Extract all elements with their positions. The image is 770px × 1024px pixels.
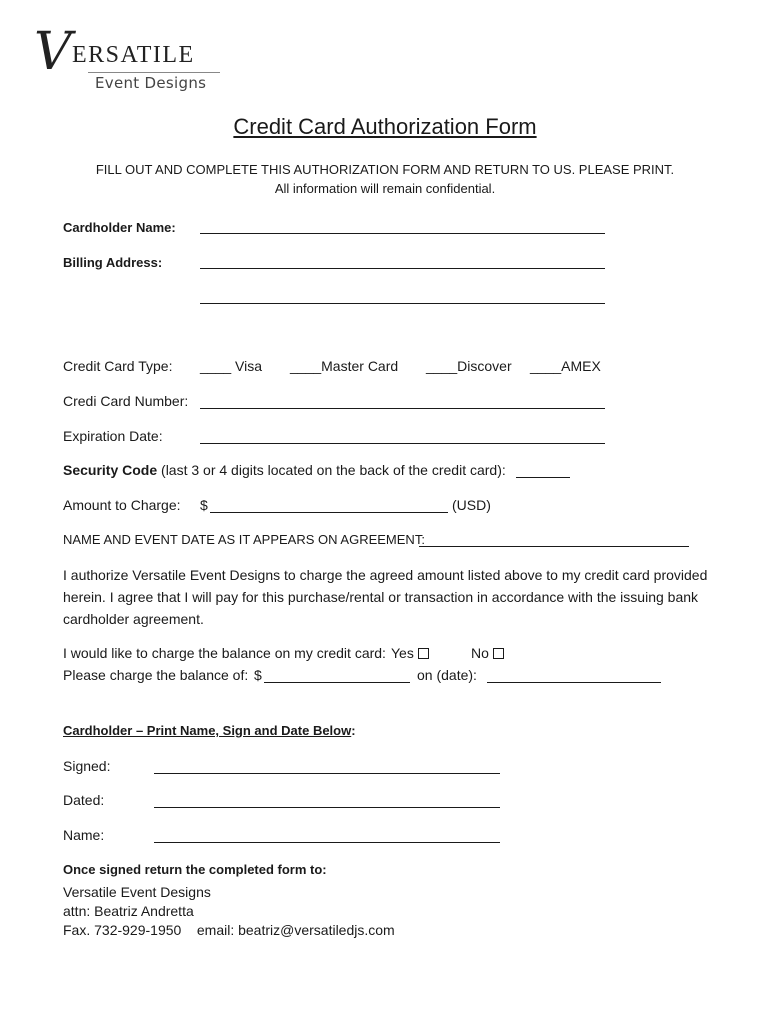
signature-heading-text: Cardholder – Print Name, Sign and Date Below bbox=[63, 723, 352, 738]
billing-address-label: Billing Address: bbox=[63, 255, 163, 270]
cardholder-name-label: Cardholder Name: bbox=[63, 220, 176, 235]
return-heading: Once signed return the completed form to: bbox=[63, 862, 327, 877]
signed-label: Signed: bbox=[63, 758, 111, 774]
signature-heading bbox=[63, 723, 356, 738]
security-code-title: Security Code bbox=[63, 462, 158, 478]
amount-label: Amount to Charge: bbox=[63, 497, 181, 513]
billing-address-field-1[interactable] bbox=[200, 268, 605, 269]
card-number-field[interactable] bbox=[200, 408, 605, 409]
return-company: Versatile Event Designs bbox=[63, 884, 211, 900]
balance-date-field[interactable] bbox=[487, 682, 661, 683]
logo-subtitle: Event Designs bbox=[95, 74, 207, 92]
security-code-note: (last 3 or 4 digits located on the back of the credit card): bbox=[157, 462, 506, 478]
cardholder-name-field[interactable] bbox=[200, 233, 605, 234]
instructions-line-1: FILL OUT AND COMPLETE THIS AUTHORIZATION FORM AND RETURN TO US. PLEASE PRINT. bbox=[95, 162, 675, 177]
yes-option[interactable] bbox=[391, 645, 429, 661]
no-option[interactable] bbox=[471, 645, 504, 661]
return-contact bbox=[63, 922, 395, 938]
expiration-date-label: Expiration Date: bbox=[63, 428, 163, 444]
signature-field[interactable] bbox=[154, 773, 500, 774]
name-event-label: NAME AND EVENT DATE AS IT APPEARS ON AGREEMENT: bbox=[63, 532, 425, 547]
amount-field[interactable] bbox=[210, 512, 448, 513]
security-code-field[interactable] bbox=[516, 477, 570, 478]
on-date-label: on (date): bbox=[417, 667, 477, 683]
expiration-date-field[interactable] bbox=[200, 443, 605, 444]
billing-address-field-2[interactable] bbox=[200, 303, 605, 304]
signature-heading-colon: : bbox=[351, 723, 356, 738]
print-name-field[interactable] bbox=[154, 842, 500, 843]
card-type-discover[interactable]: ____Discover bbox=[426, 358, 512, 374]
no-checkbox[interactable] bbox=[493, 648, 504, 659]
dated-label: Dated: bbox=[63, 792, 105, 808]
return-attn: attn: Beatriz Andretta bbox=[63, 903, 194, 919]
name-event-field[interactable] bbox=[419, 546, 689, 547]
card-type-amex[interactable]: ____AMEX bbox=[530, 358, 601, 374]
yes-label: Yes bbox=[391, 645, 414, 661]
card-number-label: Credi Card Number: bbox=[63, 393, 189, 409]
card-type-mastercard[interactable]: ____Master Card bbox=[290, 358, 399, 374]
logo-name: ERSATILE bbox=[72, 42, 195, 68]
dollar-sign: $ bbox=[200, 497, 208, 513]
balance-dollar-sign: $ bbox=[254, 667, 262, 683]
card-type-visa[interactable]: ____ Visa bbox=[200, 358, 263, 374]
yes-checkbox[interactable] bbox=[418, 648, 429, 659]
logo-initial: V bbox=[34, 22, 72, 82]
fax-number: Fax. 732-929-1950 bbox=[63, 922, 182, 938]
name-label: Name: bbox=[63, 827, 105, 843]
balance-amount-field[interactable] bbox=[264, 682, 410, 683]
security-code-label bbox=[63, 462, 506, 478]
no-label: No bbox=[471, 645, 489, 661]
instructions-line-2: All information will remain confidential. bbox=[274, 181, 496, 196]
logo-divider bbox=[88, 72, 220, 73]
currency-label: (USD) bbox=[452, 497, 491, 513]
form-title: Credit Card Authorization Form bbox=[233, 114, 537, 139]
email-address[interactable]: email: beatriz@versatiledjs.com bbox=[196, 922, 395, 938]
balance-question: I would like to charge the balance on my credit card: bbox=[63, 645, 386, 661]
card-type-label: Credit Card Type: bbox=[63, 358, 173, 374]
authorization-text: I authorize Versatile Event Designs to charge the agreed amount listed above to my credit card provided herein. I agree that I will pay for this purchase/rental or transaction in accordance with the issuing bank cardholder agreement. bbox=[63, 567, 708, 627]
balance-of-label: Please charge the balance of: bbox=[63, 667, 249, 683]
date-field[interactable] bbox=[154, 807, 500, 808]
